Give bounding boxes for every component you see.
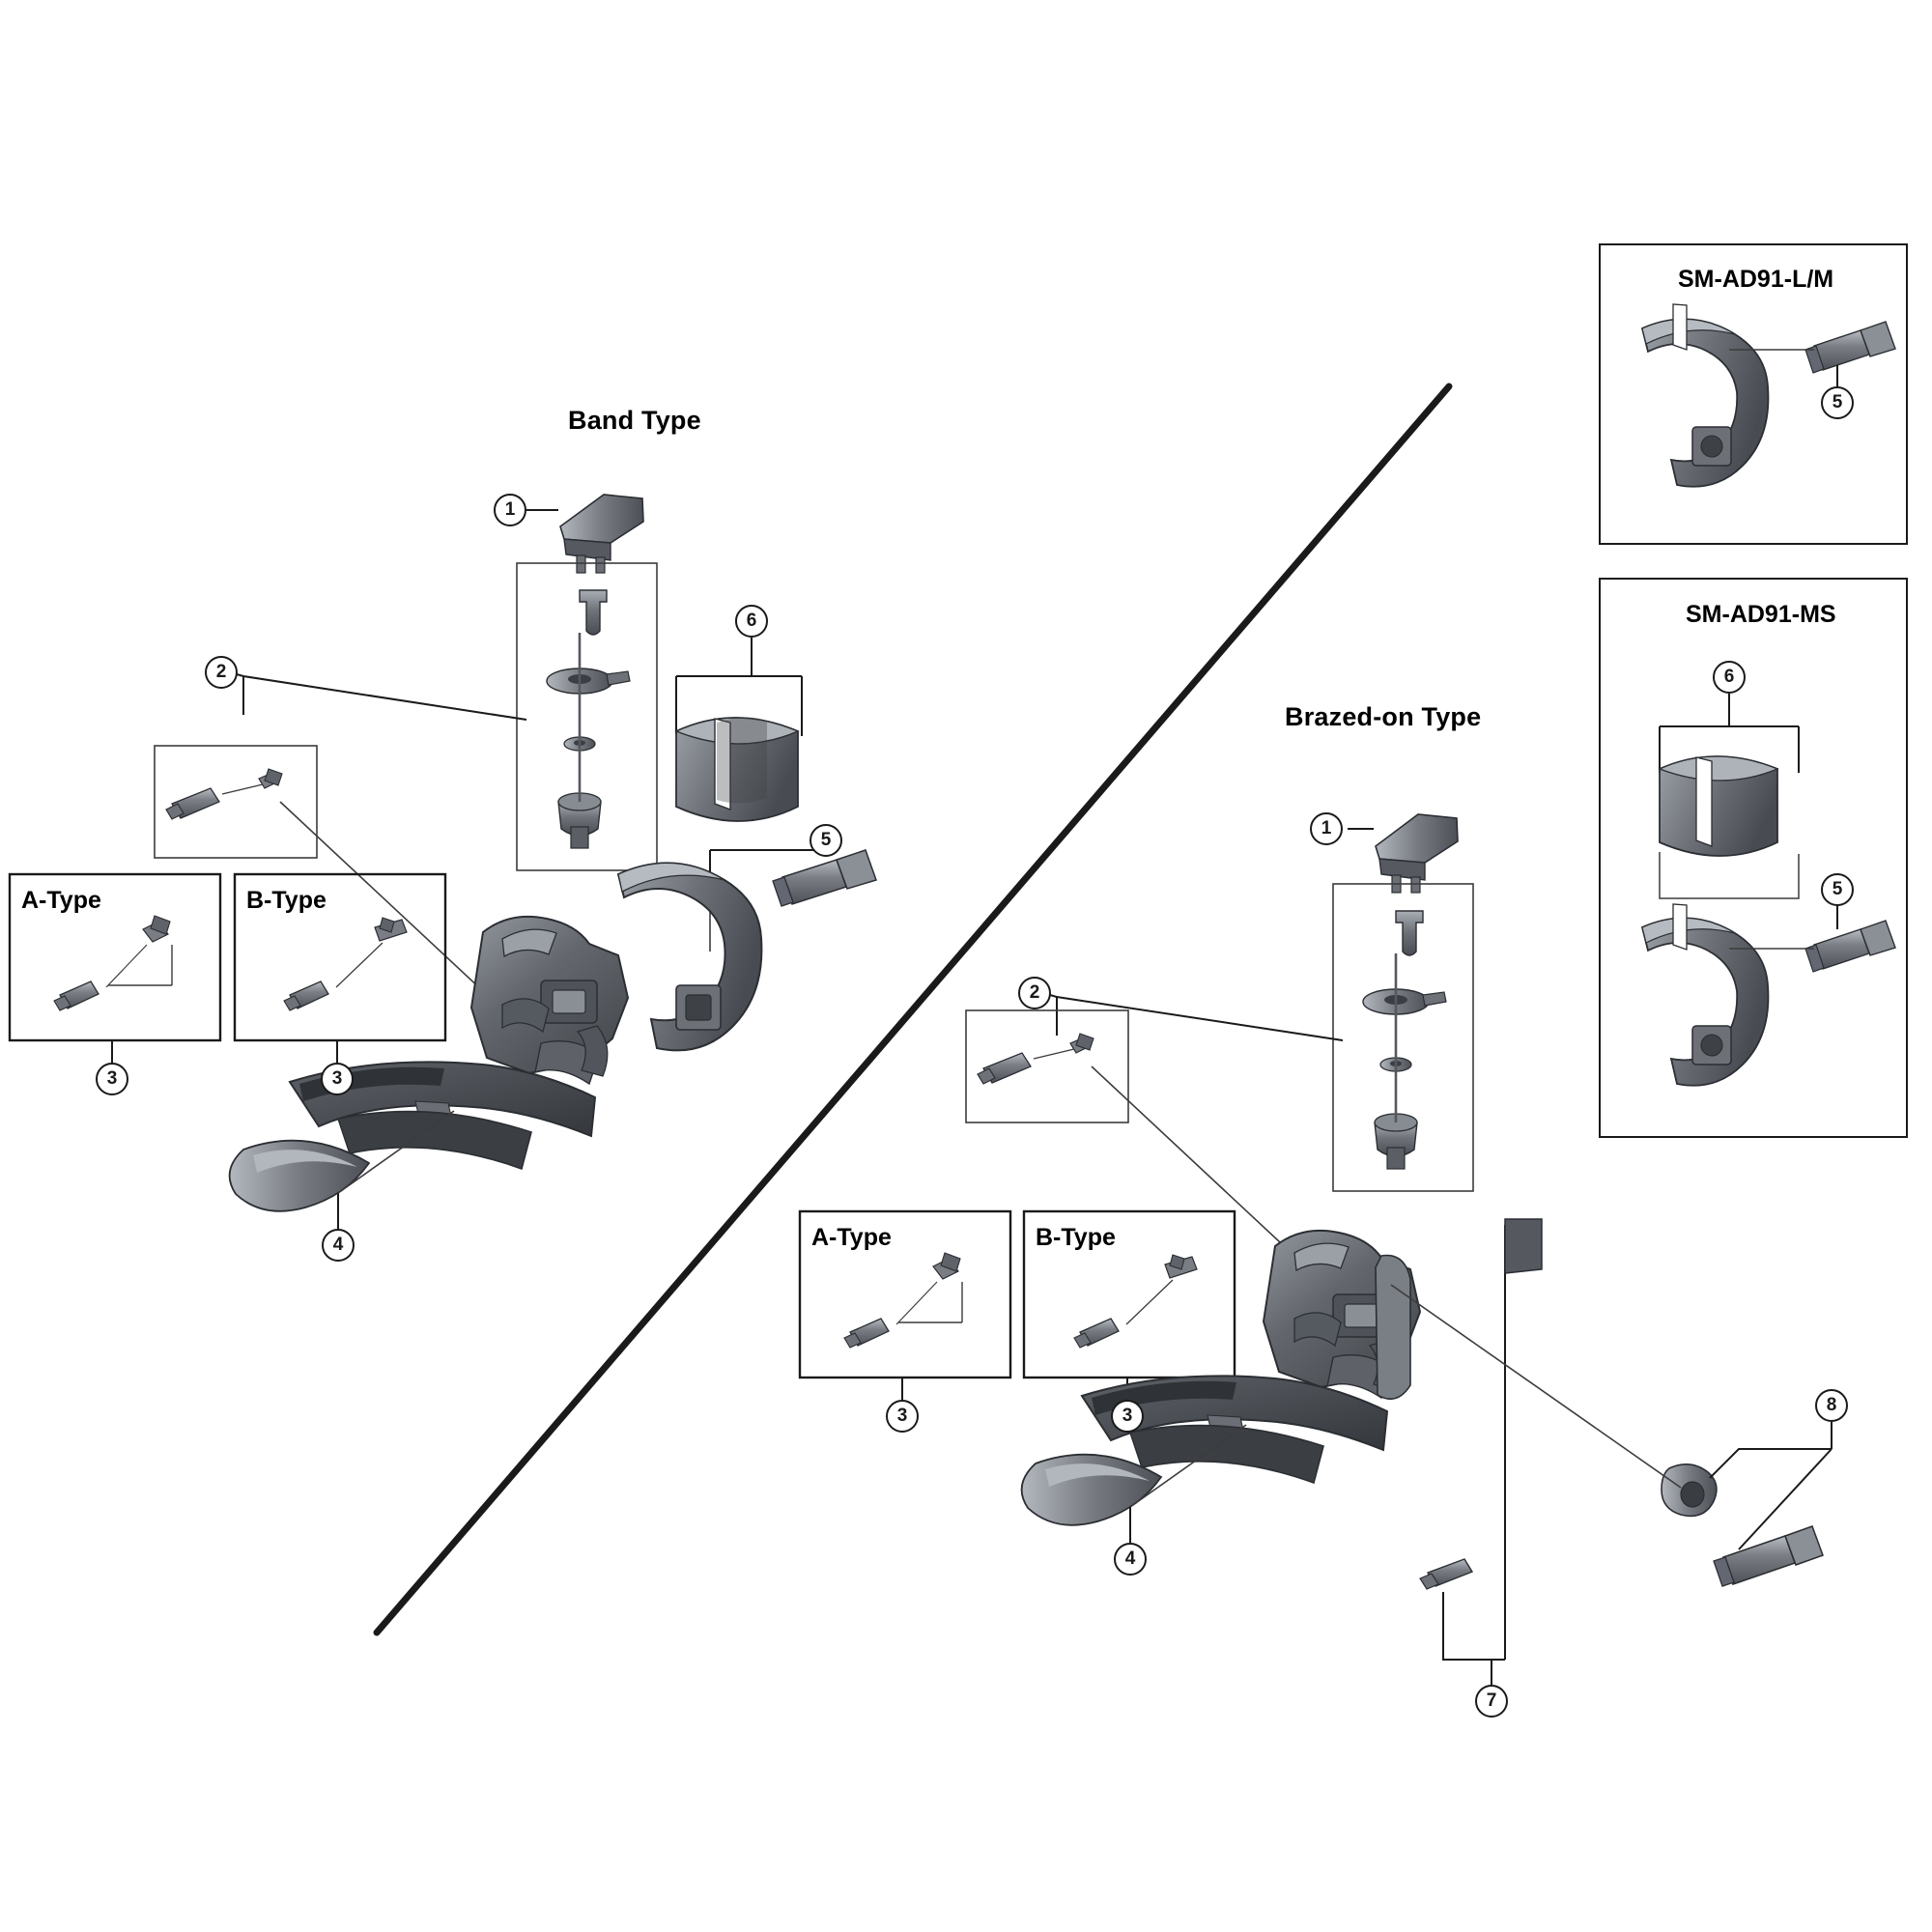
part-2-detail-band	[166, 769, 282, 819]
callout-panel2-5[interactable]: 5	[1821, 873, 1854, 906]
panel-sm-ad91-ms-title: SM-AD91-MS	[1686, 601, 1836, 628]
callout-brazed-1[interactable]: 1	[1310, 812, 1343, 845]
band-type-title: Band Type	[568, 406, 701, 435]
a-type-parts-band	[54, 916, 172, 1010]
part-4-guard-brazed	[1022, 1455, 1161, 1525]
a-type-parts-brazed	[844, 1253, 962, 1348]
callout-brazed-4[interactable]: 4	[1114, 1543, 1147, 1576]
panel-sm-ad91-lm-title: SM-AD91-L/M	[1678, 266, 1834, 293]
part-2-stack-band	[547, 590, 630, 848]
callout-band-3-a[interactable]: 3	[96, 1063, 128, 1095]
part-5-bolt-band	[773, 850, 876, 906]
callout-band-5[interactable]: 5	[810, 824, 842, 857]
callout-band-6[interactable]: 6	[735, 605, 768, 638]
callout-band-3-b[interactable]: 3	[321, 1063, 354, 1095]
part-4-guard-band	[230, 1141, 369, 1211]
part-1-cover-brazed	[1376, 814, 1458, 893]
callout-brazed-2[interactable]: 2	[1018, 977, 1051, 1009]
part-8-hardware	[1662, 1464, 1823, 1586]
part-7-bolt-brazed	[1420, 1559, 1472, 1589]
band-a-type-label: A-Type	[21, 887, 101, 914]
brazed-a-type-label: A-Type	[811, 1224, 892, 1251]
band-b-type-label: B-Type	[246, 887, 327, 914]
callout-band-4[interactable]: 4	[322, 1229, 355, 1262]
callout-brazed-3-b[interactable]: 3	[1111, 1400, 1144, 1433]
callout-band-1[interactable]: 1	[494, 494, 526, 526]
callout-brazed-8[interactable]: 8	[1815, 1389, 1848, 1422]
brazed-b-type-label: B-Type	[1036, 1224, 1116, 1251]
callout-brazed-3-a[interactable]: 3	[886, 1400, 919, 1433]
callout-panel1-5[interactable]: 5	[1821, 386, 1854, 419]
brazed-type-title: Brazed-on Type	[1285, 702, 1482, 731]
callout-panel2-6[interactable]: 6	[1713, 661, 1746, 694]
front-derailleur-brazed	[1082, 1231, 1420, 1483]
clamp-band-assembly	[618, 863, 761, 1050]
callout-brazed-7[interactable]: 7	[1475, 1685, 1508, 1718]
front-derailleur-band	[290, 917, 628, 1169]
b-type-parts-band	[284, 918, 407, 1010]
part-7-plate-brazed	[1505, 1219, 1542, 1273]
callout-band-2[interactable]: 2	[205, 656, 238, 689]
panel-sm-ad91-ms-frame	[1599, 578, 1908, 1138]
part-1-cover-band	[560, 495, 643, 573]
b-type-parts-brazed	[1074, 1255, 1197, 1348]
part-6-spacer-band	[676, 717, 798, 821]
part-2-stack-brazed	[1363, 911, 1446, 1169]
part-2-detail-brazed	[978, 1034, 1094, 1084]
